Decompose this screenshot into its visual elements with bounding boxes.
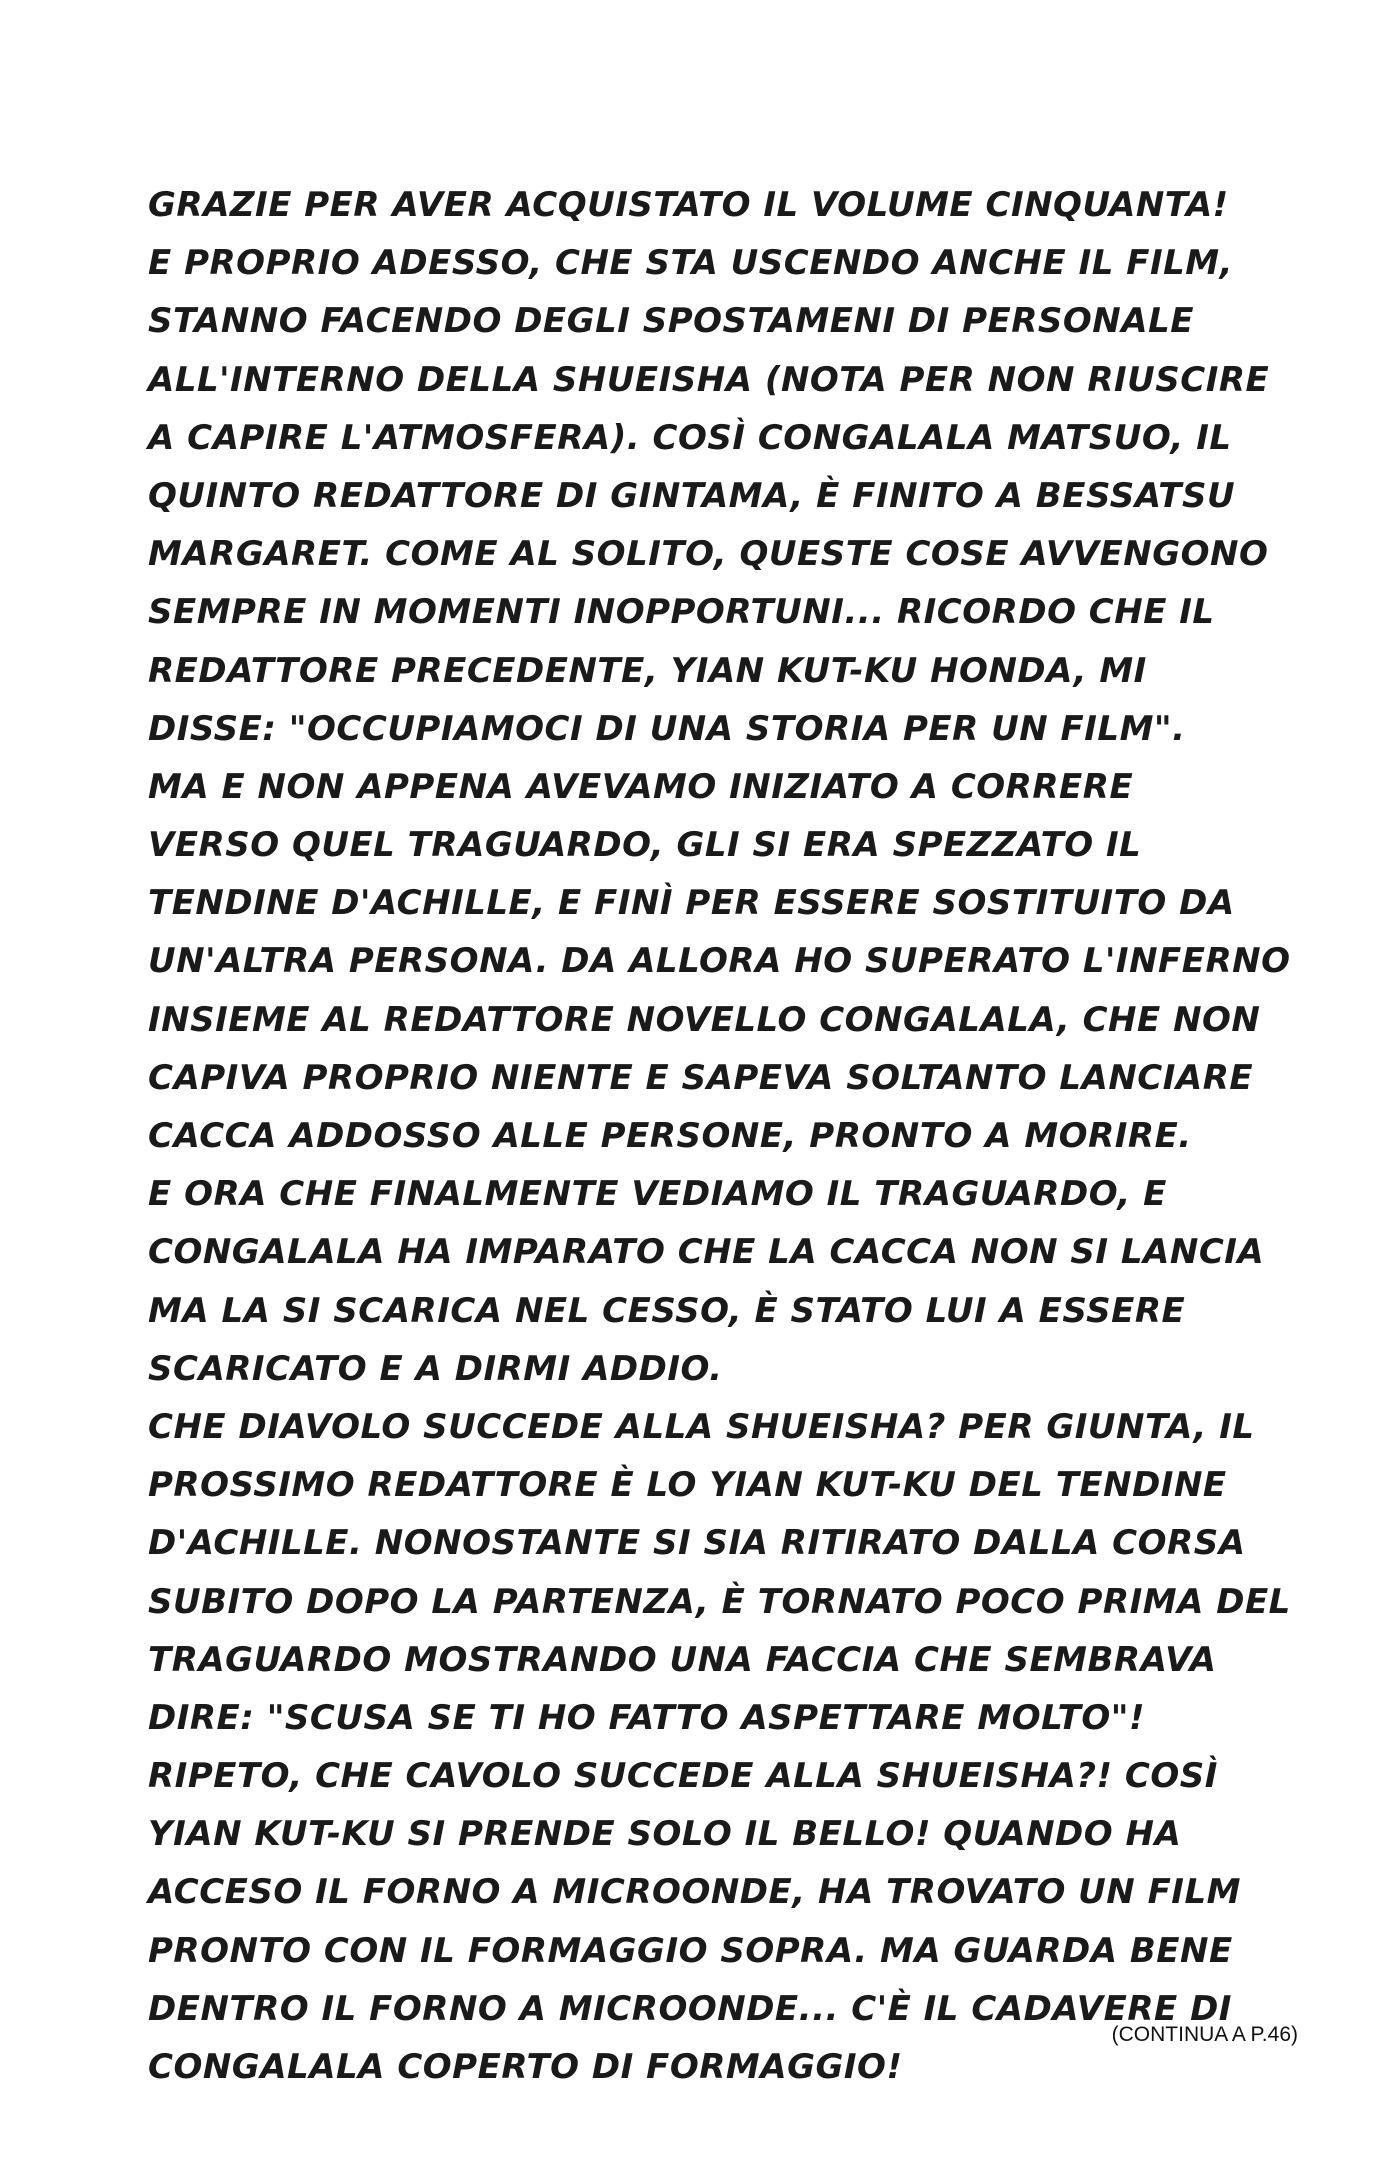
- letter-line: ALL'INTERNO DELLA SHUEISHA (NOTA PER NON RIUSCIRE: [148, 359, 1270, 400]
- letter-line: SEMPRE IN MOMENTI INOPPORTUNI... RICORDO CHE IL: [148, 592, 1215, 633]
- letter-line: CHE DIAVOLO SUCCEDE ALLA SHUEISHA? PER GIUNTA, IL: [148, 1406, 1255, 1447]
- letter-line: MA E NON APPENA AVEVAMO INIZIATO A CORRERE: [148, 766, 1134, 807]
- letter-line: REDATTORE PRECEDENTE, YIAN KUT-KU HONDA, MI: [148, 650, 1147, 691]
- letter-line: ACCESO IL FORNO A MICROONDE, HA TROVATO UN FILM: [148, 1872, 1241, 1913]
- letter-line: STANNO FACENDO DEGLI SPOSTAMENI DI PERSONALE: [148, 301, 1194, 342]
- letter-line: PROSSIMO REDATTORE È LO YIAN KUT-KU DEL TENDINE: [148, 1465, 1227, 1506]
- letter-line: D'ACHILLE. NONOSTANTE SI SIA RITIRATO DALLA CORSA: [148, 1523, 1246, 1564]
- letter-line: E ORA CHE FINALMENTE VEDIAMO IL TRAGUARDO, E: [148, 1174, 1167, 1215]
- letter-line: PRONTO CON IL FORMAGGIO SOPRA. MA GUARDA BENE: [148, 1930, 1233, 1971]
- letter-line: CACCA ADDOSSO ALLE PERSONE, PRONTO A MORIRE.: [148, 1116, 1192, 1156]
- letter-line: CONGALALA HA IMPARATO CHE LA CACCA NON SI LANCIA: [148, 1232, 1265, 1273]
- letter-line: SUBITO DOPO LA PARTENZA, È TORNATO POCO PRIMA DEL: [148, 1581, 1291, 1622]
- letter-line: MARGARET. COME AL SOLITO, QUESTE COSE AVVENGONO: [148, 534, 1269, 575]
- letter-line: CAPIVA PROPRIO NIENTE E SAPEVA SOLTANTO LANCIARE: [148, 1057, 1254, 1098]
- letter-line: QUINTO REDATTORE DI GINTAMA, È FINITO A BESSATSU: [148, 475, 1236, 516]
- letter-line: DIRE: "SCUSA SE TI HO FATTO ASPETTARE MOLTO"!: [148, 1697, 1145, 1738]
- letter-line: SCARICATO E A DIRMI ADDIO.: [148, 1348, 723, 1389]
- letter-line: E PROPRIO ADESSO, CHE STA USCENDO ANCHE IL FILM,: [148, 243, 1234, 284]
- letter-line: TENDINE D'ACHILLE, E FINÌ PER ESSERE SOSTITUITO DA: [148, 883, 1235, 924]
- letter-line: VERSO QUEL TRAGUARDO, GLI SI ERA SPEZZATO IL: [148, 825, 1142, 866]
- letter-line: A CAPIRE L'ATMOSFERA). COSÌ CONGALALA MATSUO, IL: [148, 417, 1232, 458]
- letter-line: YIAN KUT-KU SI PRENDE SOLO IL BELLO! QUANDO HA: [148, 1814, 1182, 1855]
- letter-line: GRAZIE PER AVER ACQUISTATO IL VOLUME CINQUANTA!: [148, 185, 1229, 225]
- letter-line: CONGALALA COPERTO DI FORMAGGIO!: [148, 2047, 903, 2087]
- letter-text: [148, 176, 1298, 2096]
- letter-line: TRAGUARDO MOSTRANDO UNA FACCIA CHE SEMBRAVA: [148, 1639, 1217, 1680]
- letter-line: INSIEME AL REDATTORE NOVELLO CONGALALA, CHE NON: [148, 999, 1261, 1040]
- continuation-note: (CONTINUA A P.46): [1111, 2023, 1298, 2046]
- letter-line: UN'ALTRA PERSONA. DA ALLORA HO SUPERATO L'INFERNO: [148, 941, 1291, 982]
- letter-line: DISSE: "OCCUPIAMOCI DI UNA STORIA PER UN FILM".: [148, 708, 1186, 749]
- letter-line: DENTRO IL FORNO A MICROONDE... C'È IL CADAVERE DI: [148, 1988, 1232, 2029]
- letter-line: MA LA SI SCARICA NEL CESSO, È STATO LUI A ESSERE: [148, 1290, 1186, 1331]
- letter-line: RIPETO, CHE CAVOLO SUCCEDE ALLA SHUEISHA?! COSÌ: [148, 1756, 1218, 1797]
